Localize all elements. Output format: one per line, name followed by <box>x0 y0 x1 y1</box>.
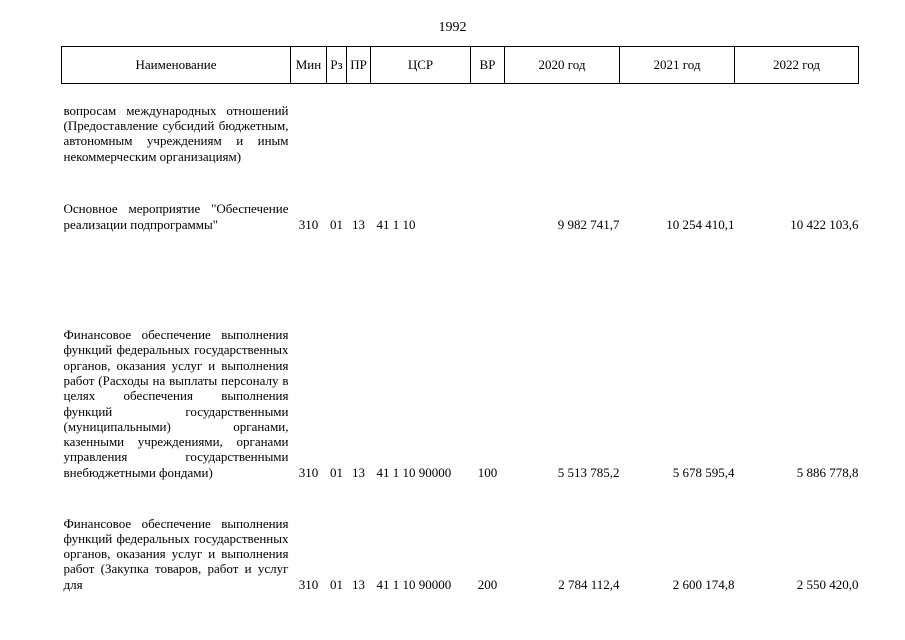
header-2020: 2020 год <box>505 47 620 84</box>
header-vr: ВР <box>471 47 505 84</box>
row-2022 <box>735 84 859 165</box>
row-name: Основное мероприятие "Обеспечение реализации подпрограммы" <box>63 201 289 232</box>
row-2022: 10 422 103,6 <box>790 216 859 232</box>
row-name: Финансовое обеспечение выполнения функций федеральных государственных органов, оказания услуг и выполнения работ (Закупка товаров, работ и услуг для <box>63 515 289 592</box>
row-2022: 5 886 778,8 <box>796 464 859 480</box>
row-csr: 41 1 10 90000 <box>376 464 452 480</box>
row-pr: 13 <box>352 216 365 232</box>
header-pr: ПР <box>347 47 371 84</box>
row-pr: 13 <box>352 576 365 592</box>
row-min <box>291 84 327 165</box>
row-min: 310 <box>298 464 319 480</box>
row-rz <box>327 84 347 165</box>
row-2020: 5 513 785,2 <box>557 464 620 480</box>
row-rz: 01 <box>330 216 343 232</box>
header-name: Наименование <box>62 47 291 84</box>
row-name: Финансовое обеспечение выполнения функций федеральных государственных органов, оказания услуг и выполнения работ (Расходы на выплаты персоналу в целях обеспечения выполнения функций государственными (муниципальными) органами, казенными учреждениями, органами управления государственными внебюджетными фондами) <box>63 327 289 480</box>
header-rz: Рз <box>327 47 347 84</box>
table-row <box>62 488 859 592</box>
row-rz: 01 <box>330 464 343 480</box>
row-vr: 100 <box>477 464 498 480</box>
row-min: 310 <box>298 576 319 592</box>
table-header-row <box>62 47 859 84</box>
row-vr: 200 <box>477 576 498 592</box>
row-2020: 2 784 112,4 <box>558 576 620 592</box>
row-vr <box>471 84 505 165</box>
row-rz: 01 <box>330 576 343 592</box>
row-csr <box>371 84 471 165</box>
table-row <box>62 172 859 232</box>
row-csr: 41 1 10 90000 <box>376 576 452 592</box>
header-min: Мин <box>291 47 327 84</box>
row-csr: 41 1 10 <box>376 216 416 232</box>
row-vr <box>471 172 505 232</box>
header-2021: 2021 год <box>620 47 735 84</box>
row-name: вопросам международных отношений (Предоставление субсидий бюджетным, автономным учреждениям и иным некоммерческим организациям) <box>63 102 289 164</box>
table-row <box>62 84 859 165</box>
row-pr <box>347 84 371 165</box>
budget-table <box>61 46 859 592</box>
row-pr: 13 <box>352 464 365 480</box>
row-2022: 2 550 420,0 <box>796 576 859 592</box>
row-2021: 2 600 174,8 <box>672 576 735 592</box>
table-row <box>62 240 859 480</box>
row-2020 <box>505 84 620 165</box>
header-csr: ЦСР <box>371 47 471 84</box>
header-2022: 2022 год <box>735 47 859 84</box>
row-2021 <box>620 84 735 165</box>
page-number: 1992 <box>438 20 467 35</box>
row-2021: 10 254 410,1 <box>666 216 735 232</box>
row-2020: 9 982 741,7 <box>557 216 620 232</box>
row-2021: 5 678 595,4 <box>672 464 735 480</box>
row-min: 310 <box>298 216 319 232</box>
